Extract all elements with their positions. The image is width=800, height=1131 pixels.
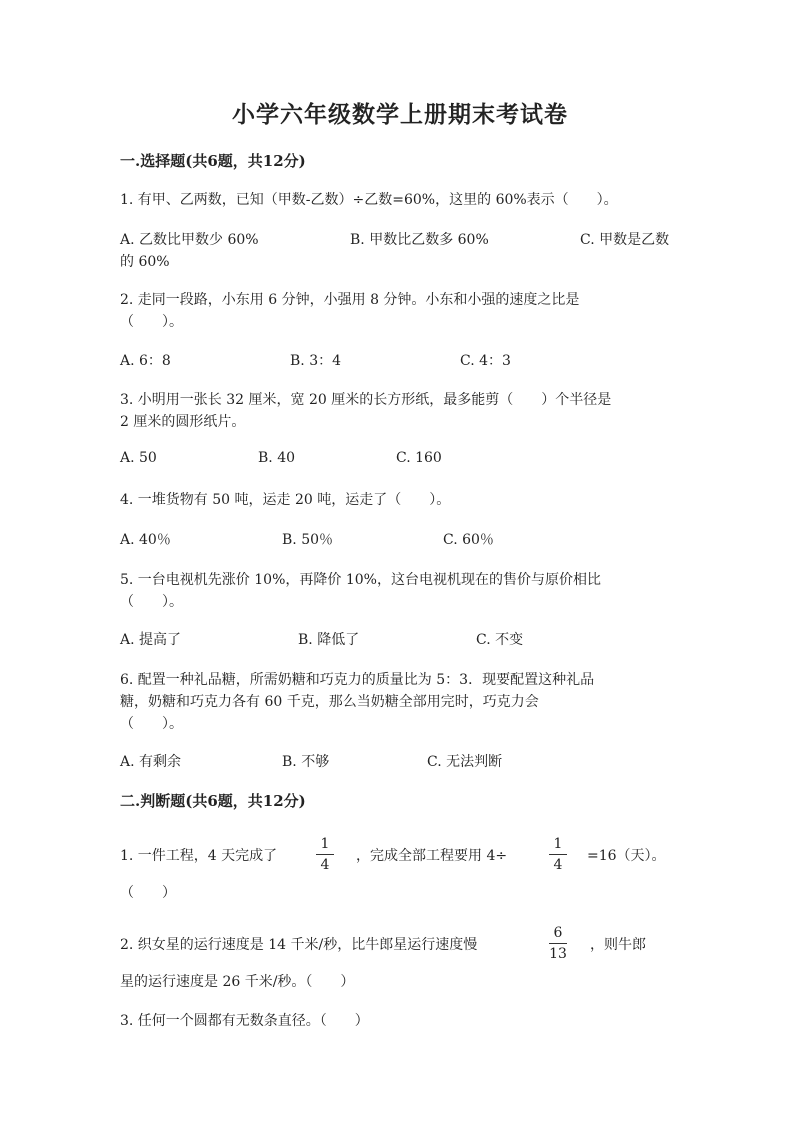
- judgement-2-text-part-1: 2. 织女星的运行速度是 14 千米/秒，比牛郎星运行速度慢: [120, 937, 478, 953]
- question-1-option-c-continued: 的 60%: [120, 254, 170, 270]
- judgement-2-fraction: [544, 926, 572, 961]
- fraction-numerator: 1: [553, 836, 563, 852]
- judgement-1-fraction-2: [544, 837, 572, 872]
- question-1-option-b: B. 甲数比乙数多 60%: [350, 232, 489, 248]
- fraction-denominator: 4: [320, 857, 330, 873]
- question-3-option-c: C. 160: [396, 450, 442, 466]
- judgement-2-text-line-2: 星的运行速度是 26 千米/秒。（ ）: [120, 974, 355, 990]
- section-heading-choice: 一.选择题(共6题，共12分): [120, 152, 306, 170]
- judgement-1-text-part-3: =16（天）。: [587, 848, 666, 864]
- question-5-option-c: C. 不变: [476, 632, 524, 648]
- fraction-numerator: 6: [553, 925, 563, 941]
- judgement-1-text-part-1: 1. 一件工程，4 天完成了: [120, 848, 278, 864]
- question-2-text-continued: （ ）。: [120, 314, 183, 330]
- question-3-text-continued: 2 厘米的圆形纸片。: [120, 414, 246, 430]
- question-6-text-line-2: 糖，奶糖和巧克力各有 60 千克，那么当奶糖全部用完时，巧克力会: [120, 694, 539, 710]
- question-1-text: 1. 有甲、乙两数，已知（甲数-乙数）÷乙数=60%，这里的 60%表示（ ）。: [120, 192, 618, 208]
- question-1-option-a: A. 乙数比甲数少 60%: [120, 232, 259, 248]
- question-2-option-c: C. 4：3: [460, 353, 511, 369]
- section-heading-judgement: 二.判断题(共6题，共12分): [120, 792, 306, 810]
- question-3-option-a: A. 50: [120, 450, 157, 466]
- question-5-text-continued: （ ）。: [120, 594, 183, 610]
- question-2-text: 2. 走同一段路，小东用 6 分钟，小强用 8 分钟。小东和小强的速度之比是: [120, 292, 580, 308]
- question-6-option-a: A. 有剩余: [120, 754, 182, 770]
- question-2-option-a: A. 6：8: [120, 353, 171, 369]
- judgement-1-text-part-2: ，完成全部工程要用 4÷: [356, 848, 508, 864]
- judgement-2-text-part-2: ，则牛郎: [590, 937, 646, 953]
- judgement-1-answer-blank: （ ）: [120, 885, 176, 901]
- question-5-option-b: B. 降低了: [298, 632, 360, 648]
- question-1-option-c: C. 甲数是乙数: [580, 232, 670, 248]
- fraction-denominator: 4: [553, 857, 563, 873]
- judgement-3-text: 3. 任何一个圆都有无数条直径。（ ）: [120, 1013, 369, 1029]
- question-6-text-line-3: （ ）。: [120, 716, 183, 732]
- question-3-option-b: B. 40: [258, 450, 296, 466]
- question-4-option-a: A. 40％: [120, 532, 171, 548]
- question-5-text: 5. 一台电视机先涨价 10%，再降价 10%，这台电视机现在的售价与原价相比: [120, 572, 601, 588]
- question-6-option-c: C. 无法判断: [427, 754, 503, 770]
- question-4-option-c: C. 60％: [443, 532, 494, 548]
- question-6-option-b: B. 不够: [282, 754, 330, 770]
- question-5-option-a: A. 提高了: [120, 632, 182, 648]
- question-3-text: 3. 小明用一张长 32 厘米，宽 20 厘米的长方形纸，最多能剪（ ）个半径是: [120, 392, 612, 408]
- question-2-option-b: B. 3：4: [290, 353, 342, 369]
- question-4-text: 4. 一堆货物有 50 吨，运走 20 吨，运走了（ ）。: [120, 492, 451, 508]
- question-4-option-b: B. 50％: [282, 532, 334, 548]
- fraction-numerator: 1: [320, 836, 330, 852]
- question-6-text: 6. 配置一种礼品糖，所需奶糖和巧克力的质量比为 5：3．现要配置这种礼品: [120, 672, 595, 688]
- judgement-1-fraction-1: [311, 837, 339, 872]
- fraction-denominator: 13: [549, 946, 567, 962]
- page-title: 小学六年级数学上册期末考试卷: [232, 101, 568, 128]
